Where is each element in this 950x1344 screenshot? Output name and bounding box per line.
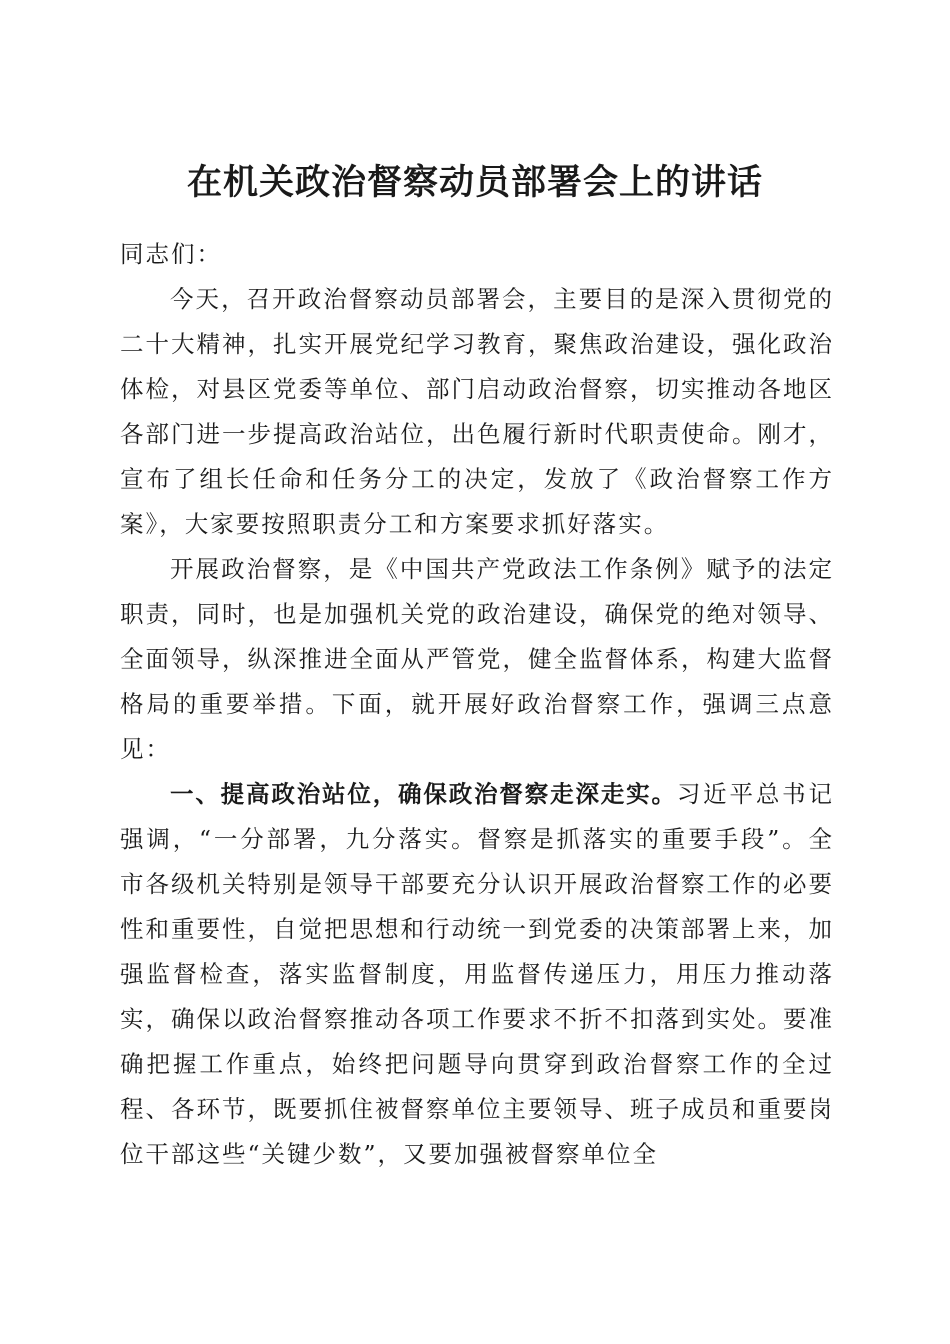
section-one-text: 习近平总书记强调，“一分部署，九分落实。督察是抓落实的重要手段”。全市各级机关特别是领导干部要充分认识开展政治督察工作的必要性和重要性，自觉把思想和行动统一到党委的决策部署上来，加强监督检查，落实监督制度，用监督传递压力，用压力推动落实，确保以政治督察推动各项工作要求不折不扣落到实处。要准确把握工作重点，始终把问题导向贯穿到政治督察工作的全过程、各环节，既要抓住被督察单位主要领导、班子成员和重要岗位干部这些“关键少数”，又要加强被督察单位全	[120, 780, 835, 1168]
page-title: 在机关政治督察动员部署会上的讲话	[186, 162, 763, 204]
paragraph-purpose: 开展政治督察，是《中国共产党政法工作条例》赋予的法定职责，同时，也是加强机关党的政治建设，确保党的绝对领导、全面领导，纵深推进全面从严管党，健全监督体系，构建大监督格局的重要举措。下面，就开展好政治督察工作，强调三点意见：	[120, 555, 834, 763]
speech-body	[120, 232, 834, 1177]
salutation: 同志们：	[120, 240, 222, 268]
section-one-heading: 一、提高政治站位，确保政治督察走深走实。	[170, 780, 677, 808]
section-one-paragraph	[120, 772, 834, 1177]
paragraph-opening: 今天，召开政治督察动员部署会，主要目的是深入贯彻党的二十大精神，扎实开展党纪学习教育，聚焦政治建设，强化政治体检，对县区党委等单位、部门启动政治督察，切实推动各地区各部门进一步提高政治站位，出色履行新时代职责使命。刚才，宣布了组长任命和任务分工的决定，发放了《政治督察工作方案》，大家要按照职责分工和方案要求抓好落实。	[120, 285, 834, 538]
